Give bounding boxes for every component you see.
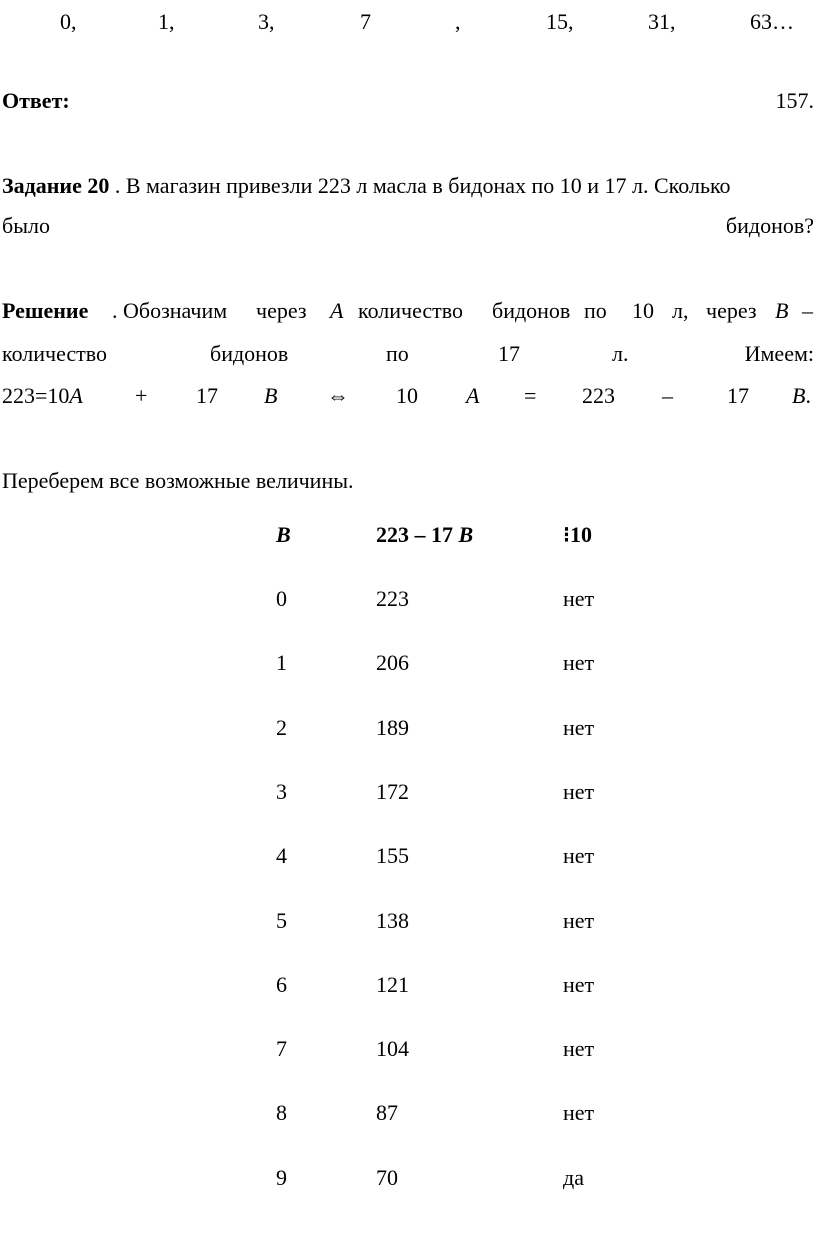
answer-label: Ответ: [2,88,70,113]
table-cell-b: 0 [276,586,287,611]
equation-token: + [135,383,148,408]
table-cell-divisible: нет [563,778,595,804]
equation-token: 17 [196,383,218,408]
table-cell-b: 1 [276,650,287,676]
table-cell-value: 121 [376,971,409,997]
table-cell-value: 104 [376,1036,409,1062]
variable-a: A [69,383,83,408]
solution-word: бидонов [210,341,289,366]
equation-token: = [524,383,537,408]
solution-word: . Обозначим [112,298,228,323]
table-cell-value: 223 [376,586,409,611]
solution-word: количество [2,341,108,366]
table-cell-value: 206 [376,650,409,676]
answer-value: 157. [775,88,814,113]
table-cell-b: 9 [276,1164,287,1190]
sequence-term: 3, [258,9,275,34]
solution-word: по [386,341,409,366]
table-cell-b: 8 [276,1100,287,1126]
table-cell-divisible: нет [563,1036,595,1062]
table-header-b: B [276,522,291,547]
equation-token: 17 [727,383,749,408]
sequence-term: 7 [360,9,371,34]
table-cell-divisible: нет [563,907,595,933]
table-cell-divisible: нет [563,586,595,611]
table-cell-b: 3 [276,778,287,804]
solution-word: через [256,298,307,323]
solution-word: л, [672,298,689,323]
sequence-term: , [455,9,461,34]
table-cell-b: 5 [276,907,287,933]
solution-label: Решение [2,298,89,323]
solution-word: – [802,298,813,323]
table-cell-b: 4 [276,843,287,869]
variable-b: B [775,298,789,323]
table-cell-divisible: нет [563,714,595,740]
solution-word: 10 [632,298,654,323]
solution-word: количество [358,298,464,323]
table-cell-divisible: да [563,1164,584,1190]
equation-token: 223=10 [2,383,70,408]
table-cell-divisible: нет [563,650,595,676]
task-label: Задание 20 [2,173,110,198]
table-cell-b: 7 [276,1036,287,1062]
solution-word: через [706,298,757,323]
enumerate-text: Переберем все возможные величины. [2,468,354,493]
variable-b: B [458,522,474,547]
solution-word: Имеем: [744,341,814,366]
table-header-expression-text: 223 – 17 [376,522,453,547]
table-cell-value: 87 [376,1100,398,1126]
solution-word: л. [612,341,629,366]
table-cell-divisible: нет [563,971,595,997]
solution-word: 17 [498,341,520,366]
table-cell-value: 155 [376,843,409,869]
table-cell-value: 172 [376,778,409,804]
table-cell-divisible: нет [563,843,595,869]
variable-a: A [466,383,480,408]
sequence-term: 31, [648,9,676,34]
solution-word: по [584,298,607,323]
table-cell-divisible: нет [563,1100,595,1126]
table-header-divisible: ⁝10 [563,522,592,547]
solution-word: бидонов [492,298,571,323]
table-cell-b: 2 [276,714,287,740]
sequence-term: 63… [750,9,794,34]
table-cell-value: 70 [376,1164,398,1190]
task-text: . В магазин привезли 223 л масла в бидонах по 10 и 17 л. Сколько [114,173,731,198]
equation-token: 223 [582,383,615,408]
table-cell-value: 138 [376,907,409,933]
sequence-term: 0, [60,9,77,34]
table-cell-b: 6 [276,971,287,997]
variable-b: B [792,383,806,408]
table-header-expression [376,520,473,550]
task-line2-right: бидонов? [725,213,814,238]
table-cell-value: 189 [376,714,409,740]
task-line2-left: было [2,213,50,238]
equation-token: 10 [396,383,418,408]
sequence-term: 1, [158,9,175,34]
equivalence-symbol: ⇔ [327,383,349,408]
sequence-term: 15, [546,9,574,34]
variable-a: A [330,298,344,323]
equation-token: . [805,383,811,408]
variable-b: B [264,383,278,408]
equation-token: – [662,383,673,408]
